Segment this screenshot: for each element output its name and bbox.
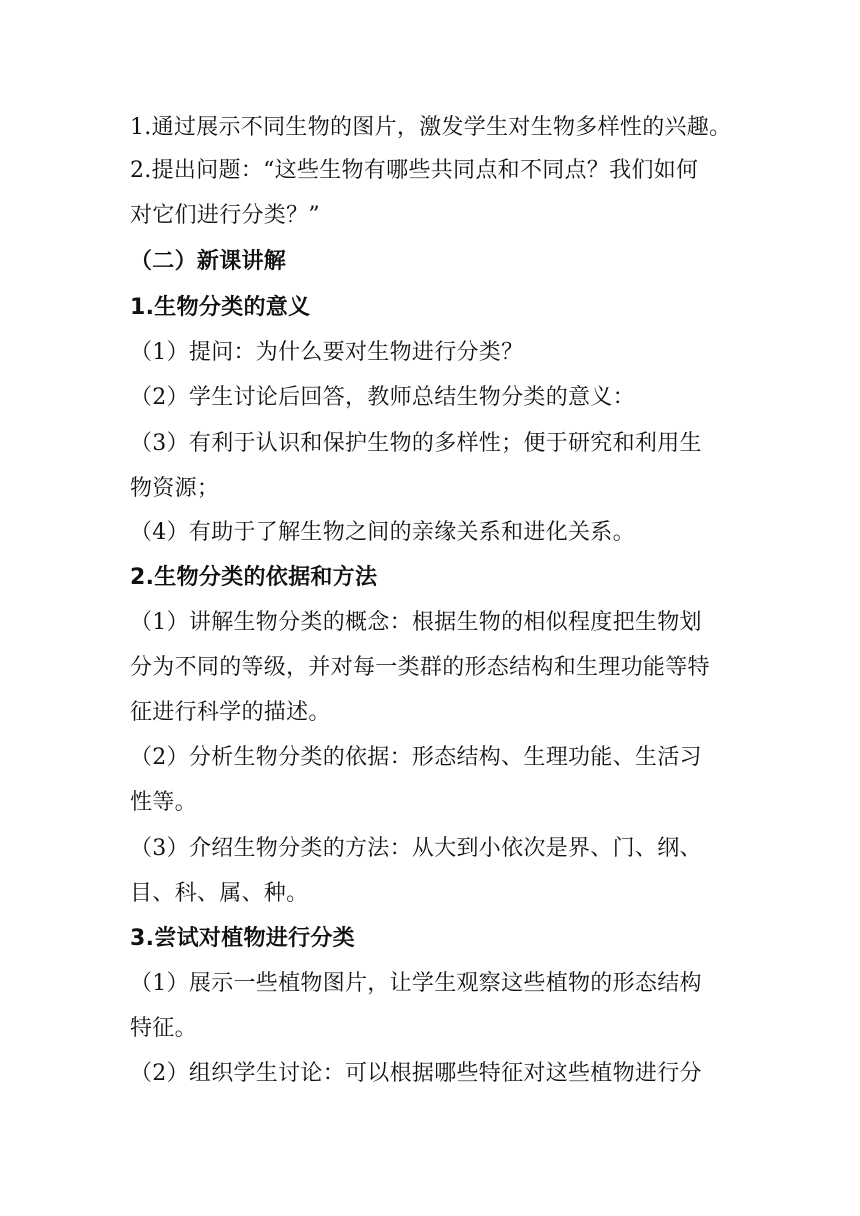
text-line-show-plants-cont: 特征。 xyxy=(130,1016,197,1041)
text-line-method: （3）介绍生物分类的方法：从大到小依次是界、门、纲、 xyxy=(130,836,702,861)
text-line-concept-cont-1: 分为不同的等级，并对每一类群的形态结构和生理功能等特 xyxy=(130,655,710,680)
text-line-concept: （1）讲解生物分类的概念：根据生物的相似程度把生物划 xyxy=(130,610,702,635)
text-line-benefit-2: （4）有助于了解生物之间的亲缘关系和进化关系。 xyxy=(130,520,635,545)
text-line-show-plants: （1）展示一些植物图片，让学生观察这些植物的形态结构 xyxy=(130,971,702,996)
text-line-intro-2: 2.提出问题：“这些生物有哪些共同点和不同点？我们如何 xyxy=(130,158,699,183)
text-line-organize-discussion: （2）组织学生讨论：可以根据哪些特征对这些植物进行分 xyxy=(130,1061,702,1086)
text-line-intro-2-cont: 对它们进行分类？” xyxy=(130,203,320,228)
text-line-basis-cont: 性等。 xyxy=(130,790,197,815)
text-line-basis: （2）分析生物分类的依据：形态结构、生理功能、生活习 xyxy=(130,745,702,770)
text-line-benefit-1: （3）有利于认识和保护生物的多样性；便于研究和利用生 xyxy=(130,431,702,456)
section-heading-new-lesson: （二）新课讲解 xyxy=(130,249,287,274)
text-line-question: （1）提问：为什么要对生物进行分类？ xyxy=(130,340,524,365)
subheading-classification-meaning: 1.生物分类的意义 xyxy=(130,295,311,320)
text-line-discussion: （2）学生讨论后回答，教师总结生物分类的意义： xyxy=(130,385,635,410)
subheading-basis-and-method: 2.生物分类的依据和方法 xyxy=(130,565,378,590)
text-line-concept-cont-2: 征进行科学的描述。 xyxy=(130,700,331,725)
text-line-intro-1: 1.通过展示不同生物的图片，激发学生对生物多样性的兴趣。 xyxy=(130,115,732,140)
text-line-method-cont: 目、科、属、种。 xyxy=(130,881,309,906)
text-line-benefit-1-cont: 物资源； xyxy=(130,476,220,501)
subheading-plant-classification: 3.尝试对植物进行分类 xyxy=(130,926,355,951)
